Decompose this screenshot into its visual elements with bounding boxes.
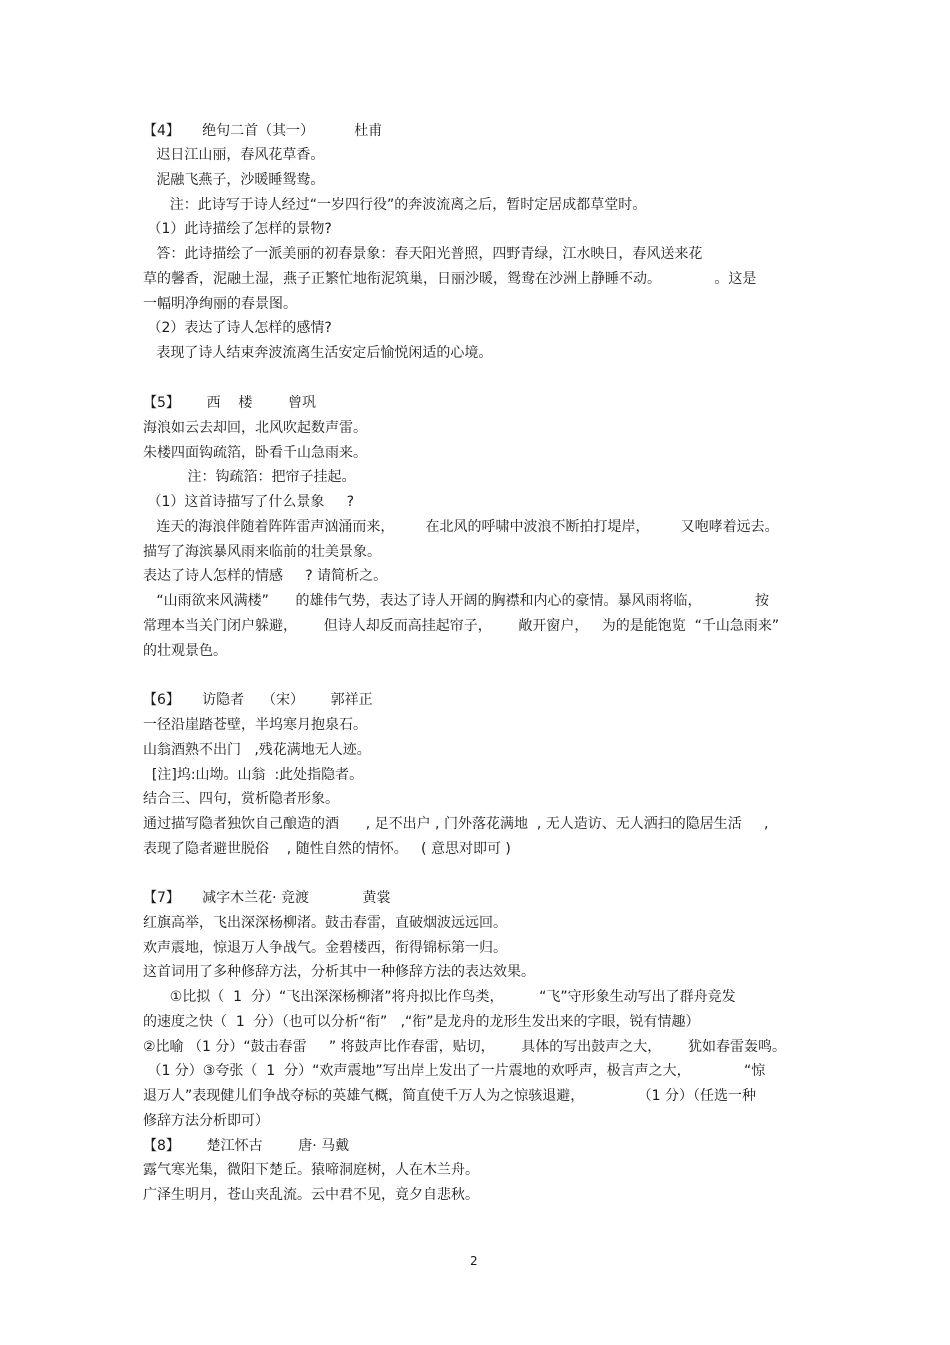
text-line: “山雨欲来风满楼” 的雄伟气势，表达了诗人开阔的胸襟和内心的豪情。暴风雨将临， 按: [143, 593, 769, 609]
text-line: 通过描写隐者独饮自己酿造的酒 , 足不出户 , 门外落花满地 , 无人造访、无人洒扫的隐居生活 ,: [143, 816, 769, 832]
text-line: 表达了诗人怎样的情感 ? 请简析之。: [143, 568, 388, 584]
text-line: 海浪如云去却回，北风吹起数声雷。: [143, 420, 367, 436]
text-line: [注]坞:山坳。山翁 :此处指隐者。: [143, 767, 364, 783]
text-line: 答：此诗描绘了一派美丽的初春景象：春天阳光普照，四野青绿，江水映日，春风送来花: [143, 246, 703, 262]
poem-title-4: 【4】 绝句二首（其一） 杜甫: [143, 123, 383, 139]
text-line: 泥融飞燕子，沙暖睡鸳鸯。: [143, 172, 325, 188]
text-line: 的速度之快（ 1 分）（也可以分析“衔” ,“衔”是龙舟的龙形生发出来的字眼，锐有情趣）: [143, 1014, 700, 1030]
text-line: 草的馨香，泥融土湿，燕子正繁忙地衔泥筑巢，日丽沙暖，鸳鸯在沙洲上静睡不动。 。这是: [143, 271, 757, 287]
text-line: 结合三、四句，赏析隐者形象。: [143, 791, 339, 807]
text-line: 连天的海浪伴随着阵阵雷声汹涌而来， 在北风的呼啸中波浪不断拍打堤岸， 又咆哮着远去。: [143, 519, 779, 535]
text-line: （1）这首诗描写了什么景象 ?: [143, 494, 355, 510]
text-line: 退万人”表现健儿们争战夺标的英雄气概，简直使千万人为之惊骇退避， （1 分）（任选一种: [143, 1088, 757, 1104]
text-line: 欢声震地，惊退万人争战气。金碧楼西，衔得锦标第一归。: [143, 940, 507, 956]
text-line: 这首词用了多种修辞方法，分析其中一种修辞方法的表达效果。: [143, 964, 535, 980]
text-line: （1 分）③夸张（ 1 分）“欢声震地”写出岸上发出了一片震地的欢呼声，极言声之大， “惊: [143, 1063, 766, 1079]
poem-title-5: 【5】 西 楼 曾巩: [143, 395, 317, 411]
text-line: ①比拟（ 1 分）“飞出深深杨柳渚”将舟拟比作鸟类， “飞”守形象生动写出了群舟竞发: [143, 989, 736, 1005]
poem-title-7: 【7】 减字木兰花· 竞渡 黄裳: [143, 890, 391, 906]
text-line: 迟日江山丽，春风花草香。: [143, 147, 325, 163]
text-line: 广泽生明月，苍山夹乱流。云中君不见，竟夕自悲秋。: [143, 1187, 479, 1203]
text-line: 红旗高举，飞出深深杨柳渚。鼓击春雷，直破烟波远远回。: [143, 915, 507, 931]
text-line: 注：此诗写于诗人经过“一岁四行役”的奔波流离之后，暂时定居成都草堂时。: [143, 197, 647, 213]
poem-title-6: 【6】 访隐者 （宋） 郭祥正: [143, 692, 373, 708]
text-line: 一径沿崖踏苍壁，半坞寒月抱泉石。: [143, 717, 367, 733]
text-line: 表现了隐者避世脱俗 , 随性自然的情怀。 ( 意思对即可 ): [143, 841, 511, 857]
text-line: 描写了海滨暴风雨来临前的壮美景象。: [143, 544, 381, 560]
text-line: 注：钩疏箔：把帘子挂起。: [143, 469, 356, 485]
text-line: 一幅明净绚丽的春景图。: [143, 296, 297, 312]
text-line: （2）表达了诗人怎样的感情?: [143, 320, 332, 336]
text-line: ②比喻 （1 分）“鼓击春雷 ” 将鼓声比作春雷，贴切， 具体的写出鼓声之大， 犹如春雷轰鸣。: [143, 1039, 786, 1055]
text-line: 山翁酒熟不出门 ,残花满地无人迹。: [143, 742, 371, 758]
text-line: 露气寒光集，微阳下楚丘。猿啼洞庭树，人在木兰舟。: [143, 1162, 479, 1178]
page-number: 2: [470, 1254, 478, 1268]
text-line: 常理本当关门闭户躲避， 但诗人却反而高挂起帘子， 敞开窗户， 为的是能饱览 “千山急雨来”: [143, 618, 780, 634]
text-line: 朱楼四面钩疏箔，卧看千山急雨来。: [143, 445, 367, 461]
text-line: （1）此诗描绘了怎样的景物?: [143, 221, 332, 237]
poem-title-8: 【8】 楚江怀古 唐· 马戴: [143, 1138, 350, 1154]
text-line: 表现了诗人结束奔波流离生活安定后愉悦闲适的心境。: [143, 345, 493, 361]
text-line: 的壮观景色。: [143, 643, 227, 659]
text-line: 修辞方法分析即可）: [143, 1113, 269, 1129]
